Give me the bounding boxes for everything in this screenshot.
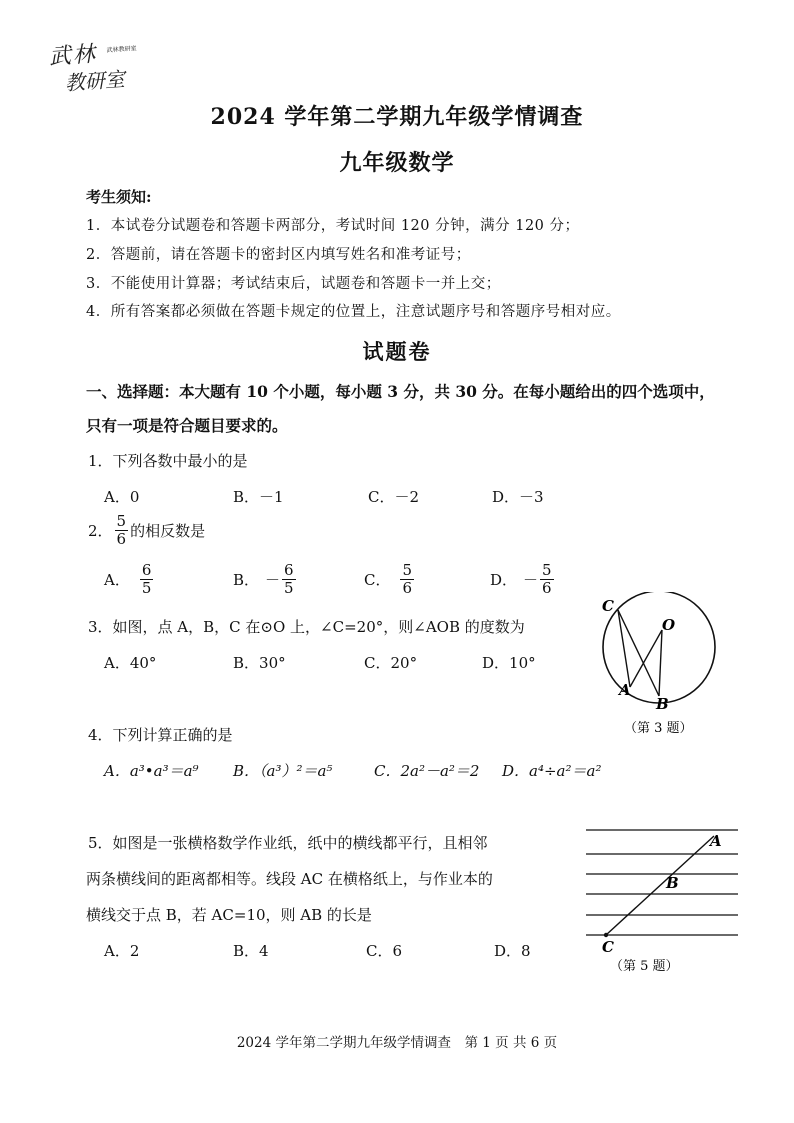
- question-2-stem: [88, 513, 205, 548]
- q5-ruled-paper-figure: [580, 824, 740, 976]
- fig3-label-c: C: [602, 597, 614, 615]
- fig5-caption: （第 5 题）: [610, 959, 679, 974]
- q2-option-b: [233, 562, 298, 597]
- q2-option-b-num: 6: [284, 561, 294, 579]
- question-5-line1: 5．如图是一张横格数学作业纸，纸中的横线都平行，且相邻: [88, 834, 488, 852]
- logo-small-text: 武林教研室: [106, 45, 137, 55]
- logo-line2: 教研室: [64, 66, 126, 96]
- question-1-stem: 1．下列各数中最小的是: [88, 452, 248, 470]
- q4-option-c: C．2a²－a²＝2: [374, 762, 480, 780]
- point-c: [604, 933, 608, 937]
- q2-option-a-fraction: [140, 562, 154, 597]
- q1-option-d: D．－3: [492, 488, 544, 506]
- fig3-label-b: B: [656, 695, 669, 713]
- q4-option-d: D．a⁴÷a²＝a²: [502, 762, 602, 780]
- note-item: 4．所有答案都必须做在答题卡规定的位置上，注意试题序号和答题序号相对应。: [86, 304, 621, 320]
- q2-fraction: [115, 513, 129, 548]
- q5-option-b: B．4: [233, 942, 269, 960]
- fig3-caption: （第 3 题）: [624, 721, 693, 736]
- q2-frac-den: 6: [116, 530, 127, 548]
- q2-option-a-label: A．: [104, 571, 130, 589]
- exam-title: 2024 学年第二学期九年级学情调查: [210, 104, 584, 130]
- question-3-stem: 3．如图，点 A，B，C 在⊙O 上，∠C=20°，则∠AOB 的度数为: [88, 618, 525, 636]
- q1-option-b: B．－1: [233, 488, 284, 506]
- q2-option-d-den: 6: [542, 579, 552, 597]
- question-4-stem: 4．下列计算正确的是: [88, 726, 233, 744]
- question-5-line2: 两条横线间的距离都相等。线段 AC 在横格纸上，与作业本的: [86, 870, 493, 888]
- q2-option-b-label: B．: [233, 571, 260, 589]
- subject-title: 九年级数学: [339, 150, 455, 176]
- note-item: 2．答题前，请在答题卡的密封区内填写姓名和准考证号；: [86, 247, 471, 263]
- fig3-label-o: O: [662, 616, 676, 634]
- q4-option-a: A．a³•a³＝a⁹: [104, 762, 199, 780]
- fig5-label-a: A: [710, 832, 722, 850]
- segment-oa: [630, 630, 662, 687]
- q2-option-d-sign: －: [523, 571, 539, 589]
- q5-option-d: D．8: [494, 942, 531, 960]
- section-instruction-line2: 只有一项是符合题目要求的。: [86, 416, 288, 435]
- q1-option-c: C．－2: [368, 488, 420, 506]
- q2-option-d-fraction: [540, 562, 554, 597]
- segment-ac: [606, 836, 714, 935]
- q2-option-d: [490, 562, 556, 597]
- wulin-logo: [48, 39, 142, 101]
- q3-circle-figure: [596, 592, 726, 742]
- segment-ob: [659, 630, 662, 696]
- question-5-line3: 横线交于点 B，若 AC=10，则 AB 的长是: [86, 906, 372, 924]
- note-item: 3．不能使用计算器；考试结束后，试题卷和答题卡一并上交；: [86, 276, 501, 292]
- q2-frac-num: 5: [116, 512, 127, 530]
- fig5-label-c: C: [602, 938, 614, 956]
- logo-line1: 武林: [48, 41, 98, 71]
- q2-stem-text: 的相反数是: [130, 522, 206, 540]
- q3-option-c: C．20°: [364, 654, 418, 672]
- q2-option-c-label: C．: [364, 571, 391, 589]
- paper-title: 试题卷: [362, 339, 432, 364]
- q2-option-d-label: D．: [490, 571, 518, 589]
- section-instruction-line1: 一、选择题：本大题有 10 个小题，每小题 3 分，共 30 分。在每小题给出的四个选项中，: [86, 382, 715, 401]
- q1-option-a: A．0: [104, 488, 140, 506]
- q3-option-a: A．40°: [104, 654, 157, 672]
- q3-option-b: B．30°: [233, 654, 286, 672]
- q2-option-d-num: 5: [542, 561, 552, 579]
- q5-option-c: C．6: [366, 942, 403, 960]
- q5-option-a: A．2: [104, 942, 140, 960]
- q2-option-c-fraction: [400, 562, 414, 597]
- q4-option-b: B．（a³）²＝a⁵: [233, 762, 333, 780]
- notes-heading: 考生须知:: [86, 188, 152, 206]
- q2-option-c-num: 5: [402, 561, 413, 579]
- q2-option-c: [364, 562, 416, 597]
- q2-option-b-fraction: [282, 562, 296, 597]
- note-item: 1．本试卷分试题卷和答题卡两部分，考试时间 120 分钟，满分 120 分；: [86, 218, 580, 234]
- q2-number: 2．: [88, 522, 113, 540]
- q2-option-b-sign: －: [265, 571, 281, 589]
- q2-option-c-den: 6: [402, 579, 413, 597]
- q2-option-a-den: 5: [141, 579, 152, 597]
- fig5-label-b: B: [666, 874, 679, 892]
- q2-option-a-num: 6: [141, 561, 152, 579]
- fig3-label-a: A: [619, 681, 631, 699]
- page-footer: 2024 学年第二学期九年级学情调查 第 1 页 共 6 页: [236, 1035, 558, 1051]
- q2-option-b-den: 5: [284, 579, 294, 597]
- q2-option-a: [104, 562, 155, 597]
- q3-option-d: D．10°: [482, 654, 536, 672]
